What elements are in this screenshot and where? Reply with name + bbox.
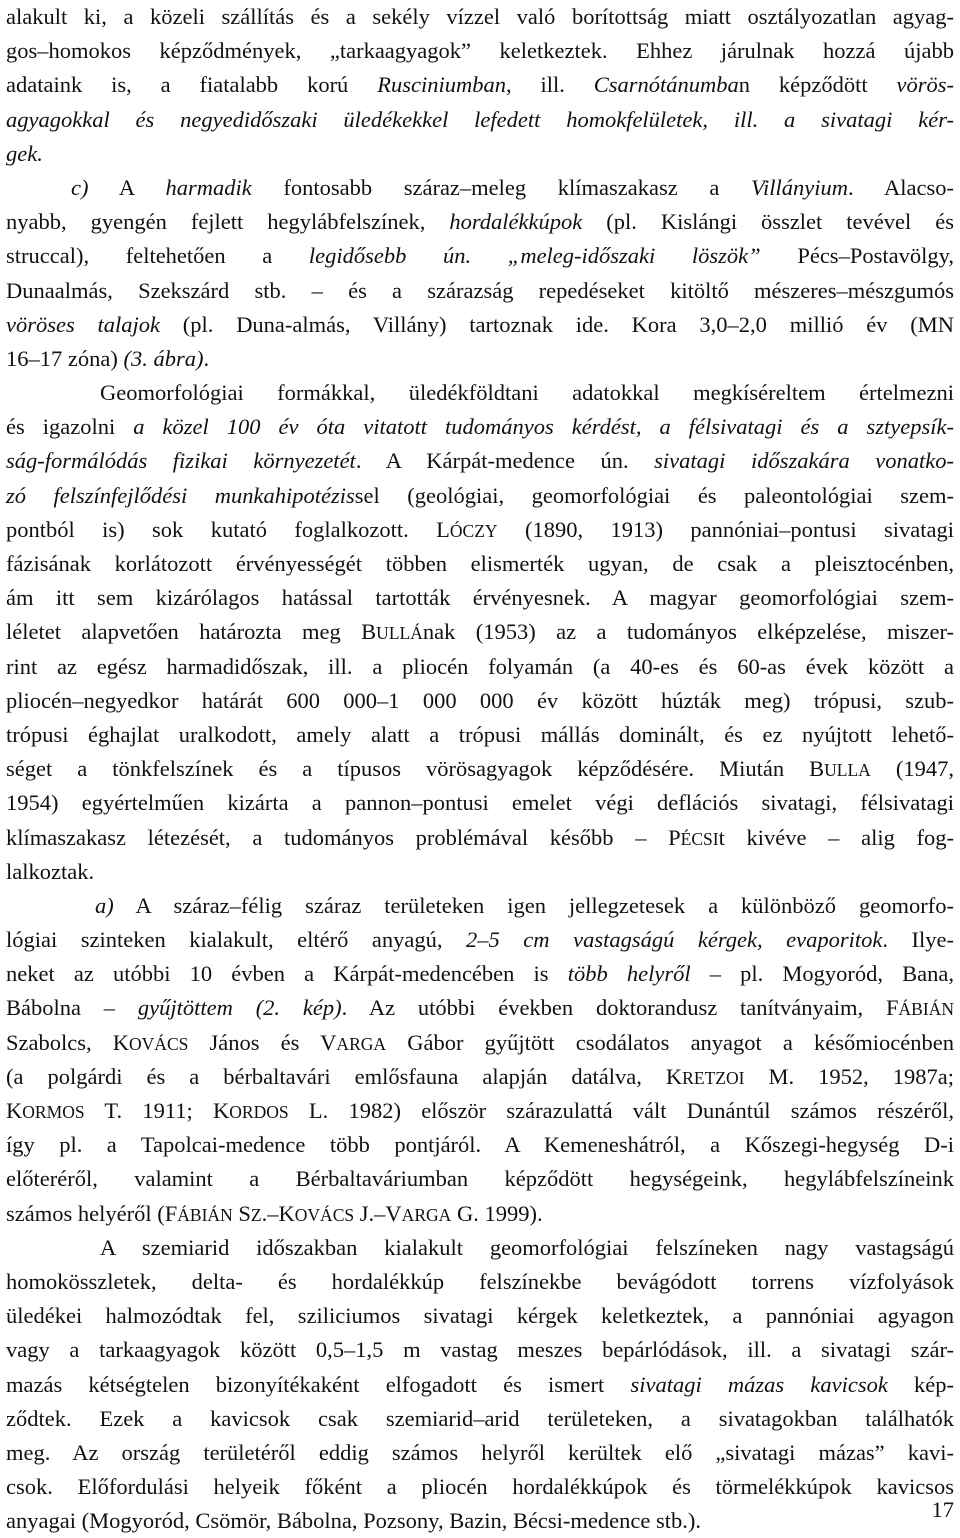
italic-term: Rusciniumban [377, 72, 506, 98]
text-line: KORMOS T. 1911; KORDOS L. 1982) először szárazulattá vált Dunántúl számos részéről, [6, 1098, 954, 1123]
text-line: adataink is, a fiatalabb korú Rusciniumban, ill. Csarnótánumban képződött vörös- [6, 72, 955, 98]
text-line: 16–17 zóna) (3. ábra). [6, 345, 210, 371]
text-line: pliocén–negyedkor határát 600 000–1 000 000 év között húzták meg) trópusi, szub- [6, 687, 954, 713]
text-line: és igazolni a közel 100 év óta vitatott tudományos kérdést, a félsivatagi és a sztyepsík- [6, 414, 954, 440]
text-line: klímaszakasz létezését, a tudományos problémával később – PÉCSIt kivéve – alig fog- [6, 824, 954, 850]
text-line: trópusi éghajlat uralkodott, amely alatt a trópusi mállás dominált, és ez nyújtott lehető- [6, 721, 954, 747]
text-line: Bábolna – gyűjtöttem (2. kép). Az utóbbi években doktorandusz tanítványaim, FÁBIÁN [6, 995, 954, 1021]
text-line: gek. [6, 140, 43, 166]
body-text [6, 0, 954, 1538]
text-line: vagy a tarkaagyagok között 0,5–1,5 m vastag meszes bepárlódások, ill. a sivatagi szár- [6, 1337, 954, 1363]
text-line: lalkoztak. [6, 858, 95, 884]
text-line: csok. Előfordulási helyeik főként a pliocén hordalékkúpok és törmelékkúpok kavicsos [6, 1474, 954, 1500]
text-line: agyagokkal és negyedidőszaki üledékekkel lefedett homokfelületek, ill. a sivatagi kér- [6, 106, 954, 132]
text-line: struccal), feltehetően a legidősebb ún. „meleg-időszaki löszök” Pécs–Postavölgy, [6, 243, 954, 269]
paragraph [6, 171, 954, 376]
text-line: A szemiarid időszakban kialakult geomorfológiai felszíneken nagy vastagságú [100, 1234, 954, 1260]
text-line: 1954) egyértelműen kizárta a pannon–pontusi emelet végi deflációs sivatagi, félsivatagi [6, 790, 954, 816]
text-line: anyagai (Mogyoród, Csömör, Bábolna, Pozsony, Bazin, Bécsi-medence stb.). [6, 1508, 701, 1534]
text-line: Dunaalmás, Szekszárd stb. – és a szárazság repedéseket kitöltő mészeres–mészgumós [6, 277, 954, 303]
text-line: zó felszínfejlődési munkahipotézissel (geológiai, geomorfológiai és paleontológiai szem- [6, 482, 955, 508]
text-line: üledékei halmozódtak fel, sziliciumos sivatagi kérgek keletkeztek, a pannóniai agyagon [6, 1303, 954, 1329]
text-line: homokösszletek, delta- és hordalékkúp felszínekbe bevágódott torrens vízfolyások [6, 1268, 954, 1294]
text-line: nyabb, gyengén fejlett hegylábfelszínek, hordalékkúpok (pl. Kislángi összlet tevével és [6, 209, 954, 235]
text-line: séget a tönkfelszínek és a típusos vörösagyagok képződésére. Miután BULLA (1947, [6, 756, 954, 782]
text-line: rint az egész harmadidőszak, ill. a pliocén folyamán (a 40-es és 60-as évek között a [6, 653, 954, 679]
text-line: fázisának korlátozott érvényességét többen elismerték ugyan, de csak a pleisztocénben, [6, 551, 954, 576]
text-line: számos helyéről (FÁBIÁN SZ.–KOVÁCS J.–VARGA G. 1999). [6, 1200, 543, 1226]
text-line: meg. Az ország területéről eddig számos helyről kerültek elő „sivatagi mázas” kavi- [6, 1439, 954, 1465]
text-line: Geomorfológiai formákkal, üledékföldtani adatokkal megkíséreltem értelmezni [100, 380, 954, 406]
text-line: mazás kétségtelen bizonyítékaként elfogadott és ismert sivatagi mázas kavicsok kép- [6, 1371, 954, 1397]
text-line: pontból is) sok kutató foglalkozott. LÓCZY (1890, 1913) pannóniai–pontusi sivatagi [6, 516, 955, 542]
text-line: ződtek. Ezek a kavicsok csak szemiarid–arid területeken, a sivatagokban találhatók [6, 1405, 954, 1431]
text-line: a) A száraz–félig száraz területeken igen jellegzetesek a különböző geomorfo- [95, 892, 954, 918]
text-line: lógiai szinteken kialakult, eltérő anyagú, 2–5 cm vastagságú kérgek, evaporitok. Ilye- [6, 927, 954, 953]
text-line: gos–homokos képződmények, „tarkaagyagok” keletkeztek. Ehhez járulnak hozzá újabb [6, 38, 954, 64]
text-line: ám itt sem kizárólagos hatással tartották érvényesnek. A magyar geomorfológiai szem- [6, 585, 954, 611]
text-line: (a polgárdi és a bérbaltavári emlősfauna alapján datálva, KRETZOI M. 1952, 1987a; [6, 1063, 955, 1089]
text-line: alakult ki, a közeli szállítás és a sekély vízzel való borítottság miatt osztályozatlan agyag- [6, 4, 954, 29]
paragraph [6, 889, 954, 1231]
text-line: neket az utóbbi 10 évben a Kárpát-medencében is több helyről – pl. Mogyoród, Bana, [6, 961, 955, 987]
text-line: vöröses talajok (pl. Duna-almás, Villány) tartoznak ide. Kora 3,0–2,0 millió év (MN [6, 311, 954, 337]
text-line: léletet alapvetően határozta meg BULLÁnak (1953) az a tudományos elképzelése, miszer- [6, 619, 954, 645]
page-number: 17 [931, 1497, 954, 1522]
text-line: előteréről, valamint a Bérbaltaváriumban képződött hegységeink, hegylábfelszíneink [6, 1166, 954, 1192]
text-line: Szabolcs, KOVÁCS János és VARGA Gábor gyűjtött csodálatos anyagot a későmiocénben [6, 1029, 954, 1055]
text-line: c) A harmadik fontosabb száraz–meleg klímaszakasz a Villányium. Alacso- [71, 174, 955, 200]
paragraph [6, 0, 954, 171]
paragraph [6, 1231, 954, 1538]
text-line: ság-formálódás fizikai környezetét. A Kárpát-medence ún. sivatagi időszakára vonatko- [6, 448, 954, 474]
text-line: így pl. a Tapolcai-medence több pontjáról. A Kemeneshátról, a Kőszegi-hegység D-i [6, 1132, 954, 1158]
paragraph [6, 376, 954, 889]
